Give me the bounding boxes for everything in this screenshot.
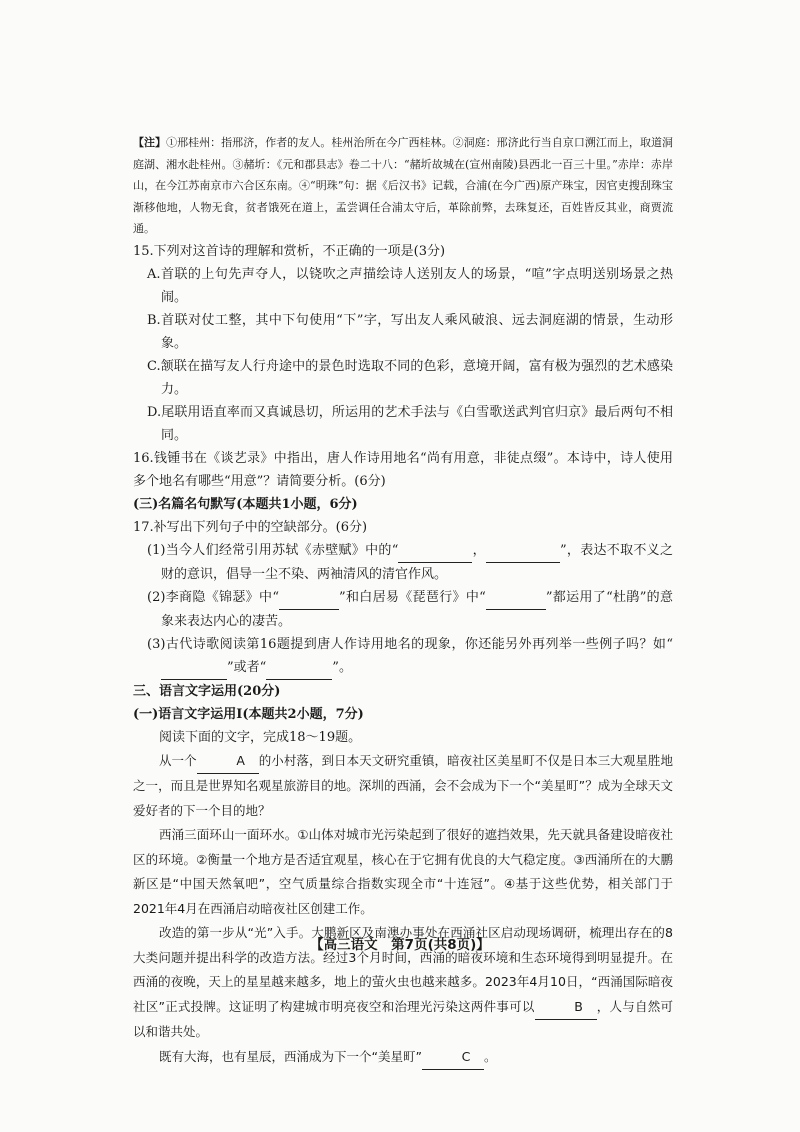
answer-blank[interactable] bbox=[266, 656, 332, 680]
passage-paragraph-1 bbox=[133, 749, 673, 824]
q17-item-3-text-b: ”或者“ bbox=[227, 659, 267, 675]
section-3-heading: (三)名篇名句默写(本题共1小题，6分) bbox=[133, 496, 358, 512]
question-15-option-a: A.首联的上句先声夺人，以铙吹之声描绘诗人送别友人的场景，“喧”字点明送别场景之热闹。 bbox=[147, 266, 673, 305]
part-3-heading: 三、语言文字运用(20分) bbox=[133, 683, 281, 699]
q17-item-2-text-b: ”和白居易《琵琶行》中“ bbox=[338, 589, 486, 605]
note-text: ①邢桂州：指邢济，作者的友人。桂州治所在今广西桂林。②洞庭：邢济此行当自京口溯江而上，取道洞庭湖、湘水赴桂州。③赭圻：《元和郡县志》卷二十八：“赭圻故城在(宣州南陵)县西北一百三十里。”赤岸：赤岸山，在今江苏南京市六合区东南。④“明珠”句：据《后汉书》记载，合浦(在今广西)原产珠宝，因官吏搜刮珠宝渐移他地，人物无食，贫者饿死在道上，孟尝调任合浦太守后，革除前弊，去珠复还，百姓皆反其业，商贾流通。 bbox=[133, 136, 673, 235]
passage-paragraph-4 bbox=[133, 1045, 673, 1071]
question-15-option-c: C.颔联在描写友人行舟途中的景色时选取不同的色彩，意境开阔，富有极为强烈的艺术感染力。 bbox=[147, 358, 673, 397]
q17-item-2-text-c: ”都运用了“杜鹃”的意象来表达内心的凄苦。 bbox=[161, 589, 673, 629]
question-15-option-b: B.首联对仗工整，其中下句使用“下”字，写出友人乘风破浪、远去洞庭湖的情景，生动形象。 bbox=[147, 312, 673, 351]
passage-p3-text-a: 改造的第一步从“光”入手。大鹏新区及南澳办事处在西涌社区启动现场调研，梳理出存在的8大类问题并提出科学的改造方法。经过3个月时间，西涌的暗夜环境和生态环境得到明显提升。在西涌的夜晚，天上的星星越来越多，地上的萤火虫也越来越多。2023年4月10日，“西涌国际暗夜社区”正式投牌。这证明了构建城市明亮夜空和治理光污染这两件事可以 bbox=[133, 925, 673, 1014]
blank-b: B bbox=[535, 995, 597, 1021]
question-17-stem: 17.补写出下列句子中的空缺部分。(6分) bbox=[133, 519, 368, 535]
passage-p4-text-b: 。 bbox=[483, 1048, 497, 1064]
page-footer: 【高三语文 第7页(共8页)】 bbox=[310, 937, 490, 953]
passage-p4-text-a: 既有大海，也有星辰，西涌成为下一个“美星町” bbox=[159, 1048, 422, 1064]
passage-p3-text-b: ，人与自然可以和谐共处。 bbox=[133, 998, 673, 1039]
blank-a: A bbox=[197, 749, 259, 775]
answer-blank[interactable] bbox=[398, 539, 472, 563]
passage-paragraph-2: 西涌三面环山一面环水。①山体对城市光污染起到了很好的遮挡效果，先天就具备建设暗夜社区的环境。②衡量一个地方是否适宜观星，核心在于它拥有优良的大气稳定度。③西涌所在的大鹏新区是“中国天然氧吧”，空气质量综合指数实现全市“十连冠”。④基于这些优势，相关部门于2021年4月在西涌启动暗夜社区创建工作。 bbox=[133, 827, 673, 916]
question-16: 16.钱锺书在《谈艺录》中指出，唐人作诗用地名“尚有用意，非徒点缀”。本诗中，诗人使用多个地名有哪些“用意”？请简要分析。(6分) bbox=[133, 450, 673, 489]
question-15-stem: 15.下列对这首诗的理解和赏析，不正确的一项是(3分) bbox=[133, 243, 446, 259]
page-content bbox=[133, 132, 673, 1070]
question-15-option-d: D.尾联用语直率而又真诚恳切，所运用的艺术手法与《白雪歌送武判官归京》最后两句不相同。 bbox=[147, 404, 673, 443]
answer-blank[interactable] bbox=[161, 656, 227, 680]
passage-p1-text-b: 的小村落，到日本天文研究重镇，暗夜社区美星町不仅是日本三大观星胜地之一，而且是世界知名观星旅游目的地。深圳的西涌，会不会成为下一个“美星町”？成为全球天文爱好者的下一个目的地？ bbox=[133, 752, 673, 818]
question-17-item-3 bbox=[133, 633, 673, 680]
question-17-item-1 bbox=[133, 539, 673, 586]
blank-c: C bbox=[422, 1045, 484, 1071]
reading-instruction: 阅读下面的文字，完成18～19题。 bbox=[159, 729, 362, 745]
question-17-item-2 bbox=[133, 586, 673, 633]
answer-blank[interactable] bbox=[486, 586, 546, 610]
q17-item-3-text-a: (3)古代诗歌阅读第16题提到唐人作诗用地名的现象，你还能另外再列举一些例子吗？如“ bbox=[147, 636, 673, 652]
q17-item-1-text-a: (1)当今人们经常引用苏轼《赤壁赋》中的“ bbox=[147, 542, 399, 558]
note-tag: 【注】 bbox=[133, 136, 167, 149]
answer-blank[interactable] bbox=[279, 586, 339, 610]
annotation-note bbox=[133, 132, 673, 240]
q17-item-1-text-b: ”，表达不取不义之财的意识，倡导一尘不染、两袖清风的清官作风。 bbox=[161, 542, 673, 582]
q17-item-2-text-a: (2)李商隐《锦瑟》中“ bbox=[147, 589, 279, 605]
passage-p1-text-a: 从一个 bbox=[159, 752, 197, 768]
subsection-1-heading: (一)语言文字运用Ⅰ(本题共2小题，7分) bbox=[133, 706, 364, 722]
q17-item-3-text-c: ”。 bbox=[332, 659, 352, 675]
q17-item-1-sep: ， bbox=[472, 542, 486, 558]
answer-blank[interactable] bbox=[486, 539, 560, 563]
